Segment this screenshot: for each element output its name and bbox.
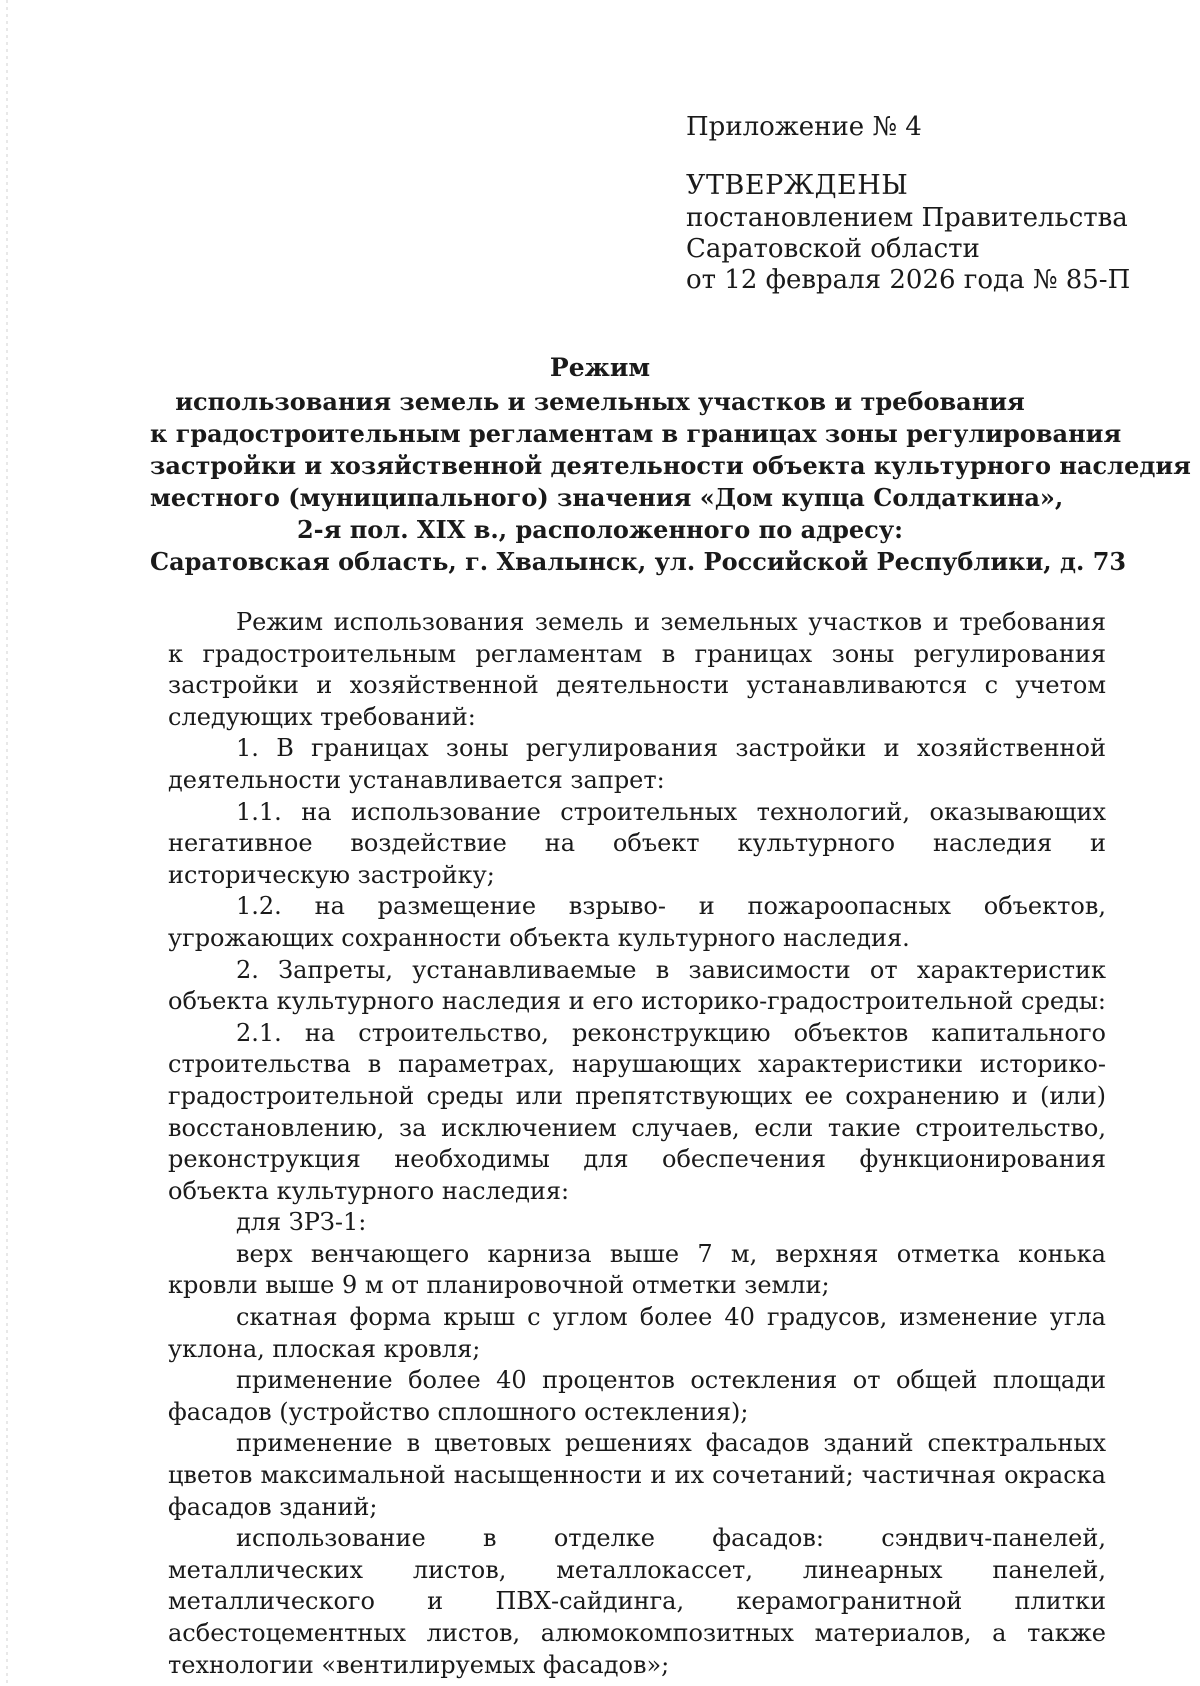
title-line: местного (муниципального) значения «Дом купца Солдаткина», (150, 483, 1064, 512)
title-line: к градостроительным регламентам в границах зоны регулирования (150, 419, 1122, 448)
appendix-number: Приложение № 4 (686, 112, 922, 142)
approval-line-region: Саратовской области (686, 234, 980, 264)
body-paragraph: 2. Запреты, устанавливаемые в зависимости от характеристик объекта культурного наследия и его историко-градостроительной среды: (168, 955, 1107, 1016)
title-line: использования земель и земельных участков и требования (175, 387, 1025, 416)
body-paragraph: 2.1. на строительство, реконструкцию объектов капитального строительства в параметрах, нарушающих характеристики историко-градостроительной среды или препятствующих ее сохранению и (или) восстановлению, за исключением случаев, если такие строительство, реконструкция необходимы для обеспечения функционирования объекта культурного наследия: (168, 1018, 1106, 1205)
body-paragraph: 1.2. на размещение взрыво- и пожароопасных объектов, угрожающих сохранности объекта культурного наследия. (168, 892, 1106, 952)
body-paragraph: верх венчающего карниза выше 7 м, верхняя отметка конька кровли выше 9 м от планировочной отметки земли; (168, 1239, 1106, 1300)
approved-heading: УТВЕРЖДЕНЫ (686, 170, 909, 201)
body-paragraph: 1.1. на использование строительных технологий, оказывающих негативное воздействие на объект культурного наследия и историческую застройку; (168, 797, 1106, 889)
title-line: застройки и хозяйственной деятельности объекта культурного наследия (150, 451, 1191, 480)
document-body (168, 607, 1106, 1681)
title-line: 2-я пол. XIX в., расположенного по адресу: (296, 515, 904, 544)
document-title (150, 352, 1191, 578)
body-paragraph: применение более 40 процентов остекления от общей площади фасадов (устройство сплошного остекления); (168, 1366, 1106, 1426)
scan-edge-decoration (6, 0, 8, 1686)
body-paragraph: скатная форма крыш с углом более 40 градусов, изменение угла уклона, плоская кровля; (168, 1303, 1106, 1363)
approval-line-resolution: постановлением Правительства (686, 203, 1128, 233)
body-paragraph: для ЗРЗ-1: (236, 1208, 367, 1237)
approval-line-date: от 12 февраля 2026 года № 85-П (686, 265, 1131, 295)
body-paragraph: Режим использования земель и земельных участков и требования к градостроительным регламентам в границах зоны регулирования застройки и хозяйственной деятельности устанавливаются с учетом следующих требований: (168, 608, 1106, 731)
body-paragraph: использование в отделке фасадов: сэндвич-панелей, металлических листов, металлокассет, линеарных панелей, металлического и ПВХ-сайдинга, керамогранитной плитки асбестоцементных листов, алюмокомпозитных материалов, а также технологии «вентилируемых фасадов»; (168, 1524, 1106, 1679)
title-main: Режим (549, 353, 651, 382)
body-paragraph: применение в цветовых решениях фасадов зданий спектральных цветов максимальной насыщенности и их сочетаний; частичная окраска фасадов зданий; (168, 1429, 1106, 1521)
title-line: Саратовская область, г. Хвалынск, ул. Российской Республики, д. 73 (150, 547, 1127, 576)
approval-block (686, 112, 1156, 296)
body-paragraph: 1. В границах зоны регулирования застройки и хозяйственной деятельности устанавливается запрет: (168, 734, 1106, 794)
